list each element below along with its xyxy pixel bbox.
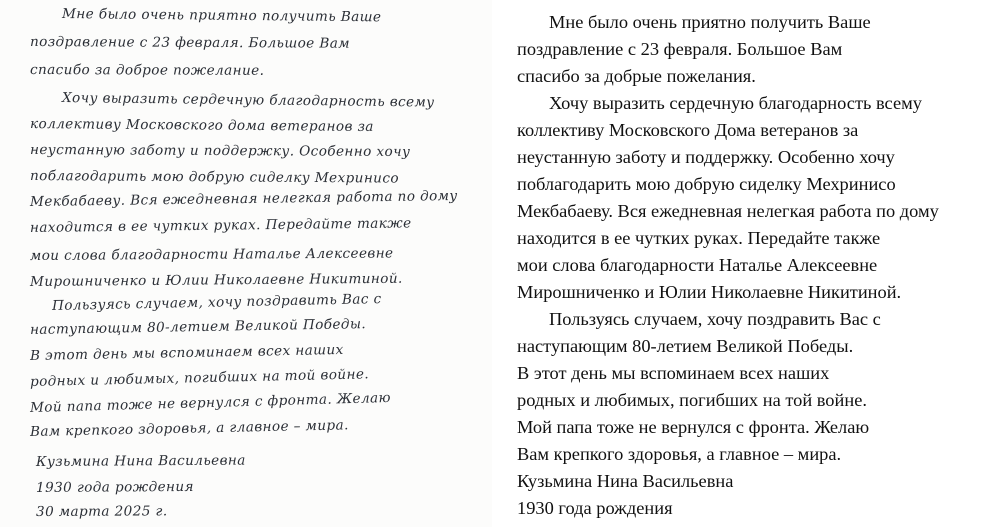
handwritten-line: родных и любимых, погибших на той войне. [29, 366, 370, 390]
handwritten-line: находится в ее чутких руках. Передайте также [29, 215, 412, 236]
transcript-line: Хочу выразить сердечную благодарность всему [549, 93, 922, 113]
handwritten-line: наступающим 80-летием Великой Победы. [29, 316, 367, 338]
handwritten-line: В этот день мы вспоминаем всех наших [29, 341, 344, 364]
handwritten-line: спасибо за доброе пожелание. [29, 62, 265, 79]
transcript-line: Мой папа тоже не вернулся с фронта. Желаю [517, 417, 870, 437]
handwritten-letter-scan [0, 0, 492, 527]
transcript-line: мои слова благодарности Наталье Алексеевне [517, 255, 878, 275]
transcript-line: Вам крепкого здоровья, а главное – мира. [517, 444, 842, 464]
transcript-birth-year: 1930 года рождения [517, 498, 673, 518]
transcript-line: родных и любимых, погибших на той войне. [517, 390, 867, 410]
transcript-line: В этот день мы вспоминаем всех наших [517, 363, 830, 383]
handwritten-line: мои слова благодарности Наталье Алексеевне [29, 245, 394, 264]
handwritten-line: коллективу Московского дома ветеранов за [29, 116, 374, 136]
handwritten-line: Хочу выразить сердечную благодарность всему [61, 90, 435, 111]
handwritten-line: Мекбабаеву. Вся ежедневная нелегкая работа по дому [29, 188, 458, 210]
transcript-line: неустанную заботу и поддержку. Особенно хочу [517, 147, 895, 167]
handwritten-line: Мирошниченко и Юлии Николаевне Никитиной. [29, 270, 403, 290]
transcript-line: поздравление с 23 февраля. Большое Вам [517, 39, 843, 59]
transcript-line: наступающим 80-летием Великой Победы. [517, 336, 854, 356]
transcript-line: Мне было очень приятно получить Ваше [549, 12, 871, 32]
handwritten-line: Мне было очень приятно получить Ваше [61, 6, 382, 26]
handwritten-date: 30 марта 2025 г. [35, 503, 168, 520]
handwritten-signature-name: Кузьмина Нина Васильевна [35, 452, 246, 470]
handwritten-line: поблагодарить мою добрую сиделку Мехринисо [29, 168, 400, 187]
transcript-line: находится в ее чутких руках. Передайте также [517, 228, 881, 248]
transcript-line: спасибо за добрые пожелания. [517, 66, 756, 86]
transcript-line: Пользуясь случаем, хочу поздравить Вас с [549, 309, 881, 329]
transcript-line: коллективу Московского Дома ветеранов за [517, 120, 859, 140]
typed-transcript [492, 0, 1000, 527]
handwritten-line: неустанную заботу и поддержку. Особенно хочу [29, 142, 411, 160]
transcript-signature-name: Кузьмина Нина Васильевна [517, 471, 734, 491]
transcript-line: Мекбабаеву. Вся ежедневная нелегкая работа по дому [517, 201, 939, 221]
handwritten-line: поздравление с 23 февраля. Большое Вам [29, 34, 350, 52]
handwritten-line: Вам крепкого здоровья, а главное – мира. [29, 417, 349, 440]
handwritten-line: Пользуясь случаем, хочу поздравить Вас с [51, 291, 382, 314]
transcript-line: Мирошниченко и Юлии Николаевне Никитиной. [517, 282, 902, 302]
handwritten-line: Мой папа тоже не вернулся с фронта. Желаю [29, 389, 392, 416]
handwritten-birth-year: 1930 года рождения [35, 478, 194, 496]
transcript-line: поблагодарить мою добрую сиделку Мехринисо [517, 174, 896, 194]
